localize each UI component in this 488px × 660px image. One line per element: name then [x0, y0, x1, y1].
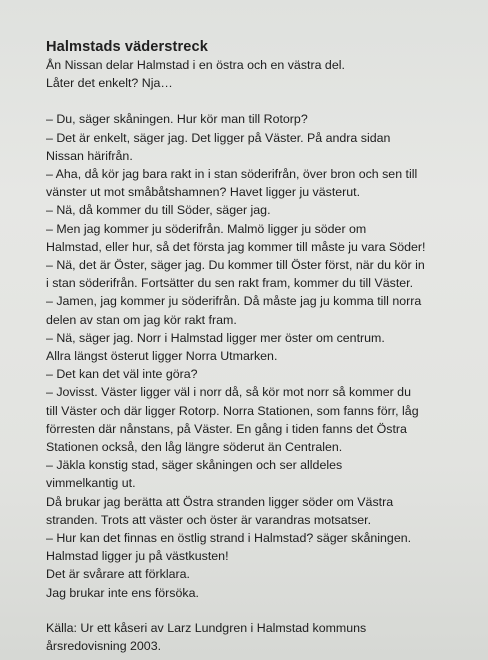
dialogue-line: Halmstad ligger ju på västkusten!	[46, 549, 229, 564]
dialogue-line: Halmstad, eller hur, så det första jag kommer till måste ju vara Söder!	[46, 239, 426, 254]
dialogue-line: till Väster och där ligger Rotorp. Norra Stationen, som fanns förr, låg	[46, 403, 419, 418]
article	[46, 38, 476, 655]
dialogue-line: vänster ut mot småbåtshamnen? Havet ligger ju västerut.	[46, 185, 361, 200]
dialogue-line: Det är svårare att förklara.	[46, 567, 190, 582]
dialogue-line: Nissan härifrån.	[46, 148, 133, 163]
intro-line: Ån Nissan delar Halmstad i en östra och en västra del.	[46, 58, 345, 72]
dialogue-line: i stan söderifrån. Fortsätter du sen rakt fram, kommer du till Väster.	[46, 276, 414, 291]
dialogue-line: stranden. Trots att väster och öster är varandras motsatser.	[46, 512, 372, 527]
dialogue-line: – Det kan det väl inte göra?	[46, 367, 198, 382]
dialogue-line: – Nä, säger jag. Norr i Halmstad ligger mer öster om centrum.	[46, 330, 385, 345]
paragraph-gap	[46, 92, 476, 110]
dialogue-line: – Jäkla konstig stad, säger skåningen och ser alldeles	[46, 458, 343, 473]
dialogue-line: – Hur kan det finnas en östlig strand i Halmstad? säger skåningen.	[46, 531, 412, 546]
intro-line: Låter det enkelt? Nja…	[46, 76, 173, 91]
source-line: årsredovisning 2003.	[46, 639, 162, 654]
dialogue-line: – Aha, då kör jag bara rakt in i stan söderifrån, över bron och sen till	[46, 167, 418, 182]
source-line: Källa: Ur ett kåseri av Larz Lundgren i Halmstad kommuns	[46, 620, 367, 635]
dialogue-line: – Men jag kommer ju söderifrån. Malmö ligger ju söder om	[46, 221, 367, 236]
source-citation	[46, 619, 476, 655]
dialogue-line: Jag brukar inte ens försöka.	[46, 585, 199, 600]
dialogue-line: vimmelkantig ut.	[46, 476, 136, 491]
dialogue-text	[46, 110, 476, 601]
dialogue-line: Allra längst österut ligger Norra Utmarken.	[46, 349, 278, 364]
intro-paragraph	[46, 56, 476, 92]
dialogue-line: – Jovisst. Väster ligger väl i norr då, så kör mot norr så kommer du	[46, 385, 411, 400]
dialogue-line: Då brukar jag berätta att Östra stranden ligger söder om Västra	[46, 494, 394, 509]
dialogue-line: förresten där nånstans, på Väster. En gång i tiden fanns det Östra	[46, 421, 407, 436]
dialogue-line: – Jamen, jag kommer ju söderifrån. Då måste jag ju komma till norra	[46, 294, 422, 309]
article-title: Halmstads väderstreck	[46, 39, 208, 55]
paragraph-gap	[46, 602, 476, 619]
dialogue-line: Stationen också, den låg längre söderut än Centralen.	[46, 440, 343, 455]
dialogue-line: – Nä, det är Öster, säger jag. Du kommer till Öster först, när du kör in	[46, 258, 425, 273]
dialogue-line: – Du, säger skåningen. Hur kör man till Rotorp?	[46, 112, 308, 127]
dialogue-line: delen av stan om jag kör rakt fram.	[46, 312, 237, 327]
dialogue-line: – Det är enkelt, säger jag. Det ligger på Väster. På andra sidan	[46, 130, 391, 145]
dialogue-line: – Nä, då kommer du till Söder, säger jag.	[46, 203, 271, 218]
